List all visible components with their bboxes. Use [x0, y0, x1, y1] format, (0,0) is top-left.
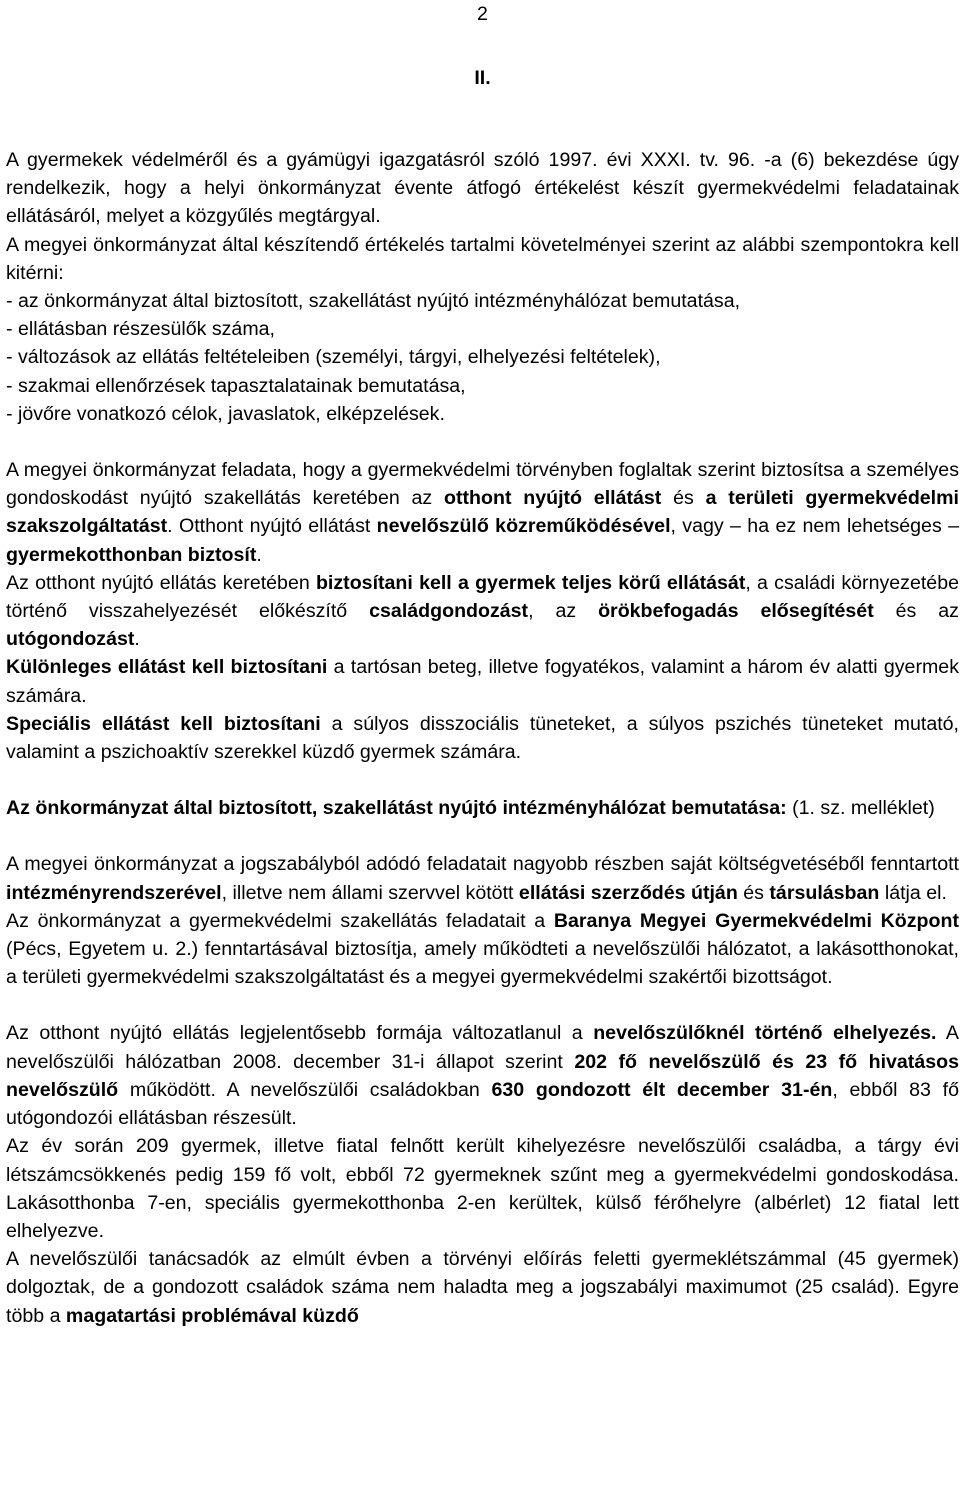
- list-item: - jövőre vonatkozó célok, javaslatok, elképzelések.: [6, 402, 445, 425]
- list-item: - ellátásban részesülők száma,: [6, 318, 275, 341]
- placement-paragraph: Az év során 209 gyermek, illetve fiatal felnőtt került kihelyezésre nevelőszülői családba, a tárgy évi létszámcsökkenés pedig 159 fő volt, ebből 72 gyermeknek szűnt meg a gyermekvédelmi gondoskodása. Lakásotthonba 7-en, speciális gyermekotthonba 2-en kerültek, külső férőhelyre (albérlet) 12 fiatal lett elhelyezve.: [6, 1135, 959, 1242]
- advisors-paragraph: A nevelőszülői tanácsadók az elmúlt évben a törvényi előírás feletti gyermeklétszámmal (45 gyermek) dolgoztak, de a gondozott családok száma nem haladta meg a jogszabályi maximumot (25 család). Egyre több a magatartási problémával küzdő: [6, 1248, 959, 1327]
- page-number: 2: [477, 3, 488, 25]
- list-item: - változások az ellátás feltételeiben (személyi, tárgyi, elhelyezési feltételek),: [6, 346, 661, 369]
- special-care-paragraph: Különleges ellátást kell biztosítani a tartósan beteg, illetve fogyatékos, valamint a három év alatti gyermek számára.: [6, 656, 959, 707]
- institution-paragraph: A megyei önkormányzat a jogszabályból adódó feladatait nagyobb részben saját költségvetéséből fenntartott intézményrendszerével, illetve nem állami szervvel kötött ellátási szerződés útján és társulásban látja el.: [6, 853, 959, 904]
- specialized-care-paragraph: Speciális ellátást kell biztosítani a súlyos disszociális tüneteket, a súlyos pszichés tüneteket mutató, valamint a pszichoaktív szerekkel küzdő gyermek számára.: [6, 712, 960, 764]
- center-paragraph: Az önkormányzat a gyermekvédelmi szakellátás feladatait a Baranya Megyei Gyermekvédelmi Központ (Pécs, Egyetem u. 2.) fenntartásával biztosítja, amely működteti a nevelőszülői hálózatot, a lakásotthonokat, a területi gyermekvédelmi szakszolgáltatást és a megyei gyermekvédelmi szakértői bizottságot.: [6, 909, 959, 989]
- list-item: - az önkormányzat által biztosított, szakellátást nyújtó intézményhálózat bemutatása,: [6, 290, 741, 313]
- chapter-heading: II.: [474, 67, 491, 89]
- requirements-paragraph: A megyei önkormányzat által készítendő értékelés tartalmi követelményei szerint az alábbi szempontokra kell kitérni:: [6, 233, 959, 284]
- section-heading: Az önkormányzat által biztosított, szakellátást nyújtó intézményhálózat bemutatása: (1. sz. melléklet): [6, 797, 935, 820]
- home-care-paragraph: Az otthont nyújtó ellátás keretében biztosítani kell a gyermek teljes körű ellátását, a családi környezetébe történő visszahelyezését előkészítő családgondozást, az örökbefogadás elősegítését és az utógondozást.: [6, 571, 959, 651]
- foster-care-paragraph: Az otthont nyújtó ellátás legjelentősebb formája változatlanul a nevelőszülőknél történő elhelyezés. A nevelőszülői hálózatban 2008. december 31-i állapot szerint 202 fő nevelőszülő és 23 fő hivatásos nevelőszülő működött. A nevelőszülői családokban 630 gondozott élt december 31-én, ebből 83 fő utógondozói ellátásban részesült.: [6, 1022, 959, 1130]
- duties-paragraph: A megyei önkormányzat feladata, hogy a gyermekvédelmi törvényben foglaltak szerint biztosítsa a személyes gondoskodást nyújtó szakellátás keretében az otthont nyújtó ellátást és a területi gyermekvédelmi szakszolgáltatást. Otthont nyújtó ellátást nevelőszülő közreműködésével, vagy – ha ez nem lehetséges – gyermekotthonban biztosít.: [6, 459, 959, 566]
- intro-paragraph: A gyermekek védelméről és a gyámügyi igazgatásról szóló 1997. évi XXXI. tv. 96. -a (6) bekezdése úgy rendelkezik, hogy a helyi önkormányzat évente átfogó értékelést készít gyermekvédelmi feladatainak ellátásáról, melyet a közgyűlés megtárgyal.: [6, 149, 959, 228]
- document-page: [6, 0, 959, 1330]
- list-item: - szakmai ellenőrzések tapasztalatainak bemutatása,: [6, 374, 466, 397]
- requirements-list: [6, 287, 959, 428]
